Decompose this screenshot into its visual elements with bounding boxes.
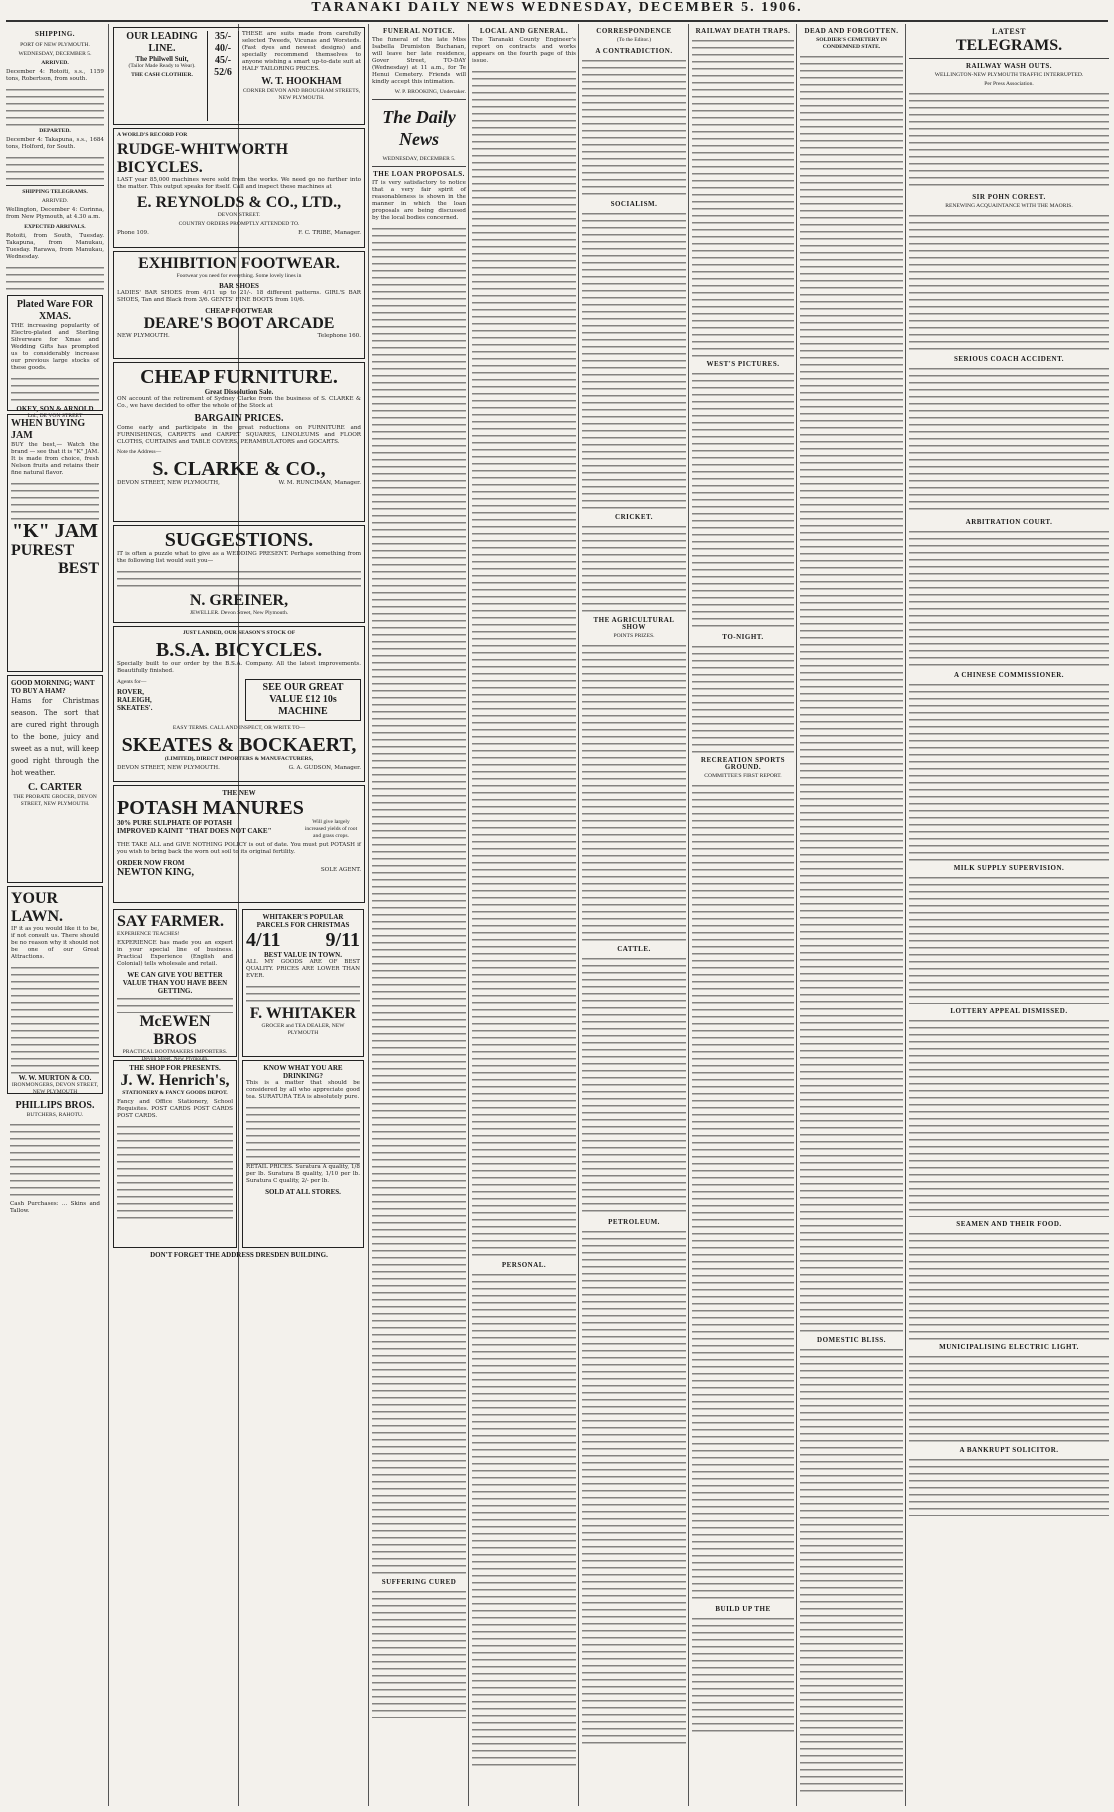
farmer-text: EXPERIENCE has made you an expert in your special line of business. Practical Experience (English and Colonial) tells wholesale and retail. xyxy=(117,940,233,967)
text-block xyxy=(909,90,1109,190)
clarke-title: S. CLARKE & CO., xyxy=(152,458,326,480)
potash-kicker: THE NEW xyxy=(222,789,256,797)
column-divider xyxy=(108,24,109,1806)
text-block xyxy=(909,365,1109,515)
bottom-ad-row xyxy=(112,906,366,1251)
text-block xyxy=(11,480,99,520)
newton-sub: SOLE AGENT. xyxy=(320,867,361,873)
whitaker-best: BEST VALUE IN TOWN. xyxy=(264,951,342,959)
railway-heading: RAILWAY DEATH TRAPS. xyxy=(695,27,791,35)
hookham-title: W. T. HOOKHAM xyxy=(261,76,342,87)
phillips-ad xyxy=(7,1097,103,1223)
text-block xyxy=(10,1121,100,1201)
telegrams-sub: ARRIVED. xyxy=(41,198,69,204)
dateline: WEDNESDAY, DECEMBER 5. xyxy=(382,156,456,162)
text-block xyxy=(909,681,1109,861)
furniture-bargain: BARGAIN PRICES. xyxy=(194,413,284,424)
lawn-ad xyxy=(7,886,103,1094)
whitaker-ad xyxy=(242,909,364,1057)
bsa-text: Specially built to our order by the B.S.A. Company. All the latest improvements. Beautifully finished. xyxy=(117,661,361,674)
plated-ware-text: THE increasing popularity of Electro-plated and Sterling Silverware for Xmas and Wedding Gifts has prompted us to considerably increase our previous large stocks of these goods. xyxy=(11,323,99,371)
phillips-title: PHILLIPS BROS. xyxy=(15,1100,95,1111)
okey-title: OKEY, SON & ARNOLD xyxy=(16,405,94,413)
terms-line: EASY TERMS. CALL AND INSPECT, OR WRITE TO— xyxy=(172,725,306,731)
price-item: 45/- xyxy=(214,55,232,66)
leading-item: The Philwell Suit, xyxy=(135,55,189,63)
column-dead-forgotten xyxy=(800,24,903,1806)
suggestions-ad xyxy=(113,525,365,623)
text-block xyxy=(582,1228,686,1748)
text-block xyxy=(909,528,1109,668)
agents-heading: Agents for— xyxy=(117,679,147,685)
henrich-ad xyxy=(113,1060,237,1248)
deare-footer xyxy=(117,333,361,340)
rudge-kicker: A WORLD'S RECORD FOR xyxy=(117,132,188,138)
agent-item: RALEIGH, xyxy=(117,696,152,704)
column-editorial xyxy=(372,24,466,1806)
washout-heading: RAILWAY WASH OUTS. xyxy=(965,62,1053,70)
divider xyxy=(372,166,466,167)
leading-note: (Tailor Made Ready to Wear). xyxy=(128,63,196,69)
column-divider xyxy=(796,24,797,1806)
text-block xyxy=(909,1353,1109,1443)
arrived-heading: ARRIVED. xyxy=(41,60,69,66)
footwear-ad xyxy=(113,251,365,359)
leading-text: THESE are suits made from carefully selected Tweeds, Vicunas and Worsteds. (Fast dyes and newest designs) and specially recommend themselves to anyone wishing a smart up-to-date suit at HALF TAILORING PRICES. xyxy=(242,31,361,72)
price-item: 35/- xyxy=(214,31,232,42)
domestic-heading: DOMESTIC BLISS. xyxy=(817,1336,886,1344)
text-block xyxy=(582,955,686,1215)
deare-title: DEARE'S BOOT ARCADE xyxy=(143,315,335,332)
correspondence-sub: (To the Editor.) xyxy=(616,37,652,43)
text-block xyxy=(692,782,794,1602)
text-block xyxy=(909,1230,1109,1340)
sunatura-sold: SOLD AT ALL STORES. xyxy=(265,1188,341,1196)
ham-text: Hams for Christmas season. The sort that are cured right through to the bone, juicy and sweet as a nut, will keep good right through the hot weather. xyxy=(11,697,99,777)
bsa-kicker: JUST LANDED, OUR SEASON'S STOCK OF xyxy=(182,630,296,636)
hookham-addr: CORNER DEVON AND BROUGHAM STREETS, NEW PLYMOUTH. xyxy=(242,88,361,101)
gorst-heading: SIR POHN COREST. xyxy=(972,193,1046,201)
henrich-sub: STATIONERY & FANCY GOODS DEPOT. xyxy=(122,1090,228,1096)
sunatura-kicker: KNOW WHAT YOU ARE DRINKING? xyxy=(263,1064,343,1080)
sports-heading: RECREATION SPORTS GROUND. xyxy=(700,756,786,771)
footwear-bar: BAR SHOES xyxy=(219,282,259,290)
bottom-heading: SUFFERING CURED xyxy=(381,1578,457,1586)
philwell-right xyxy=(239,31,361,121)
agent-item: ROVER, xyxy=(117,688,145,696)
column-advertisements xyxy=(112,24,366,1806)
whitaker-title: F. WHITAKER xyxy=(249,1005,357,1022)
henrich-title: J. W. Henrich's, xyxy=(120,1072,230,1089)
text-block xyxy=(11,375,99,405)
bsa-middle xyxy=(117,679,361,721)
carter-title: C. CARTER xyxy=(27,782,83,793)
coach-heading: SERIOUS COACH ACCIDENT. xyxy=(954,355,1064,363)
lawn-text: IF it as you would like it to be, if not consult us. There should be no reason why it should not be one of our Great Attractions. xyxy=(11,926,99,960)
text-block xyxy=(246,983,360,1005)
west-heading: WEST'S PICTURES. xyxy=(706,360,780,368)
potash-title: POTASH MANURES xyxy=(117,797,304,819)
bsa-title: B.S.A. BICYCLES. xyxy=(155,639,323,661)
column-telegrams xyxy=(909,24,1109,1806)
text-block xyxy=(6,86,104,128)
jam-heading: WHEN BUYING JAM xyxy=(11,418,86,441)
tonight-heading: TO-NIGHT. xyxy=(722,633,764,641)
whitaker-price: 4/11 xyxy=(246,929,281,951)
committee-heading: COMMITTEE'S FIRST REPORT. xyxy=(704,773,782,779)
text-block xyxy=(582,642,686,942)
farmer-ad xyxy=(113,909,237,1062)
whitaker-kicker: WHITAKER'S POPULAR PARCELS FOR CHRISTMAS xyxy=(256,913,350,929)
expected-text: Rotoiti, from South, Tuesday. Takapuna, from Manukau, Tuesday. Rarawa, from Manukau, Wednesday. xyxy=(6,233,104,260)
reynolds-note: COUNTRY ORDERS PROMPTLY ATTENDED TO. xyxy=(178,221,300,227)
electric-heading: MUNICIPALISING ELECTRIC LIGHT. xyxy=(939,1343,1079,1351)
whitaker-price: 9/11 xyxy=(325,929,360,951)
potash-products xyxy=(117,819,301,842)
plated-ware-title: Plated Ware FOR XMAS. xyxy=(16,299,94,322)
lawn-title: YOUR LAWN. xyxy=(11,890,64,925)
ham-ad xyxy=(7,675,103,883)
rudge-text: LAST year 85,000 machines were sold from the works. We need go no further into the matter. This output speaks for itself. Call and inspect these machines at xyxy=(117,177,361,190)
rudge-title: RUDGE-WHITWORTH BICYCLES. xyxy=(117,141,289,176)
dresden-line: DON'T FORGET THE ADDRESS DRESDEN BUILDING. xyxy=(150,1251,328,1259)
philwell-left xyxy=(117,31,207,121)
build-heading: BUILD UP THE xyxy=(715,1605,771,1613)
text-block xyxy=(692,1615,794,1735)
clarke-footer xyxy=(117,480,361,487)
okey-sub: Ltd., DE VON STREET xyxy=(27,413,83,419)
local-text: The Taranaki County Engineer's report on contracts and works appears on the fourth page of this issue. xyxy=(472,37,576,64)
newspaper-title: The Daily News xyxy=(382,107,456,149)
newton-title: NEWTON KING, xyxy=(117,867,195,878)
reynolds-manager: F. C. TRIBE, Manager. xyxy=(298,230,361,236)
farmer-sub: EXPERIENCE TEACHES! xyxy=(117,931,180,937)
agents-block xyxy=(117,679,152,721)
text-block xyxy=(117,995,233,1013)
telegrams-heading: SHIPPING TELEGRAMS. xyxy=(22,189,88,195)
arrived-text: December 4: Rotoiti, s.s., 1159 tons, Robertson, from south. xyxy=(6,69,104,82)
contradiction-heading: A CONTRADICTION. xyxy=(595,47,673,55)
jam-best: BEST xyxy=(58,560,99,577)
potash-lines xyxy=(117,819,361,842)
telegrams-text: Wellington, December 4: Corinna, from New Plymouth, at 4.30 a.m. xyxy=(6,207,104,220)
washout-sub: WELLINGTON-NEW PLYMOUTH TRAFFIC INTERRUPTED. xyxy=(934,72,1084,78)
column-divider xyxy=(368,24,369,1806)
furniture-note: Note the Address— xyxy=(117,449,162,455)
furniture-sub: Great Dissolution Sale. xyxy=(204,388,274,396)
rudge-ad xyxy=(113,128,365,248)
text-block xyxy=(472,68,576,1258)
reynolds-phone: Phone 109. xyxy=(117,230,149,236)
greiner-title: N. GREINER, xyxy=(189,592,289,609)
column-divider xyxy=(688,24,689,1806)
agri-heading: THE AGRICULTURAL SHOW xyxy=(593,616,675,631)
henrich-text: Fancy and Office Stationery, School Requisites. POST CARDS POST CARDS POST CARDS. xyxy=(117,1099,233,1119)
column-railway xyxy=(692,24,794,1806)
plated-ware-ad xyxy=(7,295,103,419)
text-block xyxy=(582,57,686,197)
newton-footer xyxy=(117,867,361,879)
skeates-title: SKEATES & BOCKAERT, xyxy=(121,734,357,756)
potash-line: IMPROVED KAINIT "THAT DOES NOT CAKE" xyxy=(117,827,272,835)
per-press: Per Press Association. xyxy=(984,81,1034,87)
furniture-ad xyxy=(113,362,365,522)
column-divider xyxy=(905,24,906,1806)
latest-label: LATEST xyxy=(992,27,1026,36)
notice-text: The funeral of the late Miss Isabella Drumiston Buchanan, will leave her late residence, Gover Street, TO-DAY (Wednesday) at 11 a.m., for Te Henui Cemetery. Friends will kindly accept this intimation. xyxy=(372,37,466,85)
petroleum-heading: PETROLEUM. xyxy=(608,1218,660,1226)
phillips-sub: BUTCHERS, RAHOTU. xyxy=(26,1112,84,1118)
suggestions-text: IT is often a puzzle what to give as a WEDDING PRESENT. Perhaps something from the following list would suit you— xyxy=(117,551,361,564)
text-block xyxy=(6,264,104,292)
text-block xyxy=(692,370,794,630)
footwear-cheap: CHEAP FOOTWEAR xyxy=(205,307,273,315)
potash-line: 30% PURE SULPHATE OF POTASH xyxy=(117,819,232,827)
footwear-text: Footwear you need for everything. Some lovely lines in xyxy=(176,273,302,279)
text-block xyxy=(909,874,1109,1004)
skeates-sub: (LIMITED), DIRECT IMPORTERS & MANUFACTURERS, xyxy=(164,756,314,762)
telegrams-title: TELEGRAMS. xyxy=(955,37,1063,54)
milk-heading: MILK SUPPLY SUPERVISION. xyxy=(953,864,1065,872)
text-block xyxy=(246,1104,360,1164)
ham-heading: GOOD MORNING; WANT TO BUY A HAM? xyxy=(11,679,95,695)
sunatura-ad xyxy=(242,1060,364,1248)
text-block xyxy=(372,225,466,1575)
deare-addr: NEW PLYMOUTH. xyxy=(117,333,170,339)
reynolds-title: E. REYNOLDS & CO., LTD., xyxy=(136,194,342,211)
notice-signature: W. P. BROOKING, Undertaker. xyxy=(394,89,466,95)
phillips-footer: Cash Purchases: ... Skins and Tallow. xyxy=(10,1201,100,1214)
carter-sub: THE PROBATE GROCER, DEVON STREET, NEW PLYMOUTH. xyxy=(13,794,97,807)
shipping-heading: SHIPPING. xyxy=(34,30,76,38)
bottom-right-ads xyxy=(241,906,365,1251)
departed-text: December 4: Takapuna, s.s., 1684 tons, Holford, for South. xyxy=(6,137,104,150)
reynolds-addr: DEVON STREET. xyxy=(217,212,261,218)
seamen-heading: SEAMEN AND THEIR FOOD. xyxy=(956,1220,1062,1228)
text-block xyxy=(800,1346,903,1796)
column-shipping-ads xyxy=(6,24,104,1806)
arbitration-heading: ARBITRATION COURT. xyxy=(965,518,1053,526)
masthead: TARANAKI DAILY NEWS WEDNESDAY, DECEMBER 5. 1906. xyxy=(311,0,803,15)
bsa-ad xyxy=(113,626,365,782)
lottery-heading: LOTTERY APPEAL DISMISSED. xyxy=(950,1007,1068,1015)
cattle-heading: CATTLE. xyxy=(617,945,651,953)
text-block xyxy=(909,1456,1109,1516)
furniture-text2: Come early and participate in the great reductions on FURNITURE and FURNISHINGS, CARPETS and CARPET SQUARES, LINOLEUMS and FLOOR CLOTHS, CURTAINS and TABLE COVERS, PERAMBULATORS and GOCARTS. xyxy=(117,425,361,445)
machine-box: SEE OUR GREAT VALUE £12 10s MACHINE xyxy=(245,679,361,721)
port-line: PORT OF NEW PLYMOUTH. xyxy=(20,42,90,48)
chinese-heading: A CHINESE COMMISSIONER. xyxy=(953,671,1065,679)
text-block xyxy=(800,53,903,1333)
potash-side: Will give largely increased yields of root and grass crops. xyxy=(304,819,358,839)
correspondence-heading: CORRESPONDENCE xyxy=(596,27,672,35)
personal-heading: PERSONAL. xyxy=(501,1261,547,1269)
text-block xyxy=(692,37,794,357)
text-block xyxy=(117,568,361,592)
price-item: 52/6 xyxy=(214,67,232,78)
skeates-manager: G. A. GUDSON, Manager. xyxy=(288,765,361,771)
bankrupt-heading: A BANKRUPT SOLICITOR. xyxy=(959,1446,1059,1454)
text-block xyxy=(372,1588,466,1718)
dead-heading: DEAD AND FORGOTTEN. xyxy=(804,27,899,35)
leader-heading: THE LOAN PROPOSALS. xyxy=(373,170,465,178)
date-line: WEDNESDAY, DECEMBER 5. xyxy=(18,51,92,57)
jam-purest: PUREST xyxy=(11,542,75,559)
clarke-manager: W. M. RUNCIMAN, Manager. xyxy=(278,480,361,486)
jam-brand: "K" JAM xyxy=(11,520,99,542)
whitaker-text: ALL MY GOODS ARE OF BEST QUALITY. PRICES ARE LOWER THAN EVER. xyxy=(246,959,360,979)
divider xyxy=(909,58,1109,59)
leader-text: IT is very satisfactory to notice that a very fair spirit of reasonableness is shown in the manner in which the loan proposals are being discussed by the local bodies concerned. xyxy=(372,180,466,221)
philwell-ad xyxy=(113,27,365,125)
farmer-value: WE CAN GIVE YOU BETTER VALUE THAN YOU HAVE BEEN GETTING. xyxy=(122,971,228,995)
mcewen-sub: PRACTICAL BOOTMAKERS IMPORTERS. Devon Street, New Plymouth. xyxy=(122,1049,228,1062)
footwear-title: EXHIBITION FOOTWEAR. xyxy=(138,255,340,272)
furniture-title: CHEAP FURNITURE. xyxy=(140,366,338,388)
column-divider xyxy=(468,24,469,1806)
potash-order: ORDER NOW FROM xyxy=(117,859,185,867)
dead-sub: SOLDIER'S CEMETERY IN CONDEMNED STATE. xyxy=(816,37,887,50)
price-list xyxy=(207,31,239,121)
divider xyxy=(372,99,466,100)
furniture-text: ON account of the retirement of Sydney Clarke from the business of S. CLARKE & Co., we have decided to offer the whole of the Stock at xyxy=(117,396,361,409)
skeates-addr: DEVON STREET, NEW PLYMOUTH. xyxy=(117,765,220,771)
text-block xyxy=(582,523,686,613)
text-block xyxy=(909,1017,1109,1217)
greiner-sub: JEWELLER. Devon Street, New Plymouth. xyxy=(189,610,289,616)
farmer-title: SAY FARMER. xyxy=(117,913,224,930)
potash-ad xyxy=(113,785,365,903)
text-block xyxy=(117,1123,233,1223)
sunatura-prices: RETAIL PRICES. Suratura A quality, 1/8 per lb. Suratura B quality, 1/10 per lb. Suratura C quality, 2/- per lb. xyxy=(246,1164,360,1184)
divider xyxy=(6,185,104,186)
column-divider xyxy=(578,24,579,1806)
footwear-items: LADIES' BAR SHOES from 4/11 up to 21/-. 18 different patterns. GIRL'S BAR SHOES, Tan and Black from 3/6. GENTS' FINE BOOTS from 10/6. xyxy=(117,290,361,303)
agent-item: SKEATES'. xyxy=(117,704,153,712)
hookham-left: THE CASH CLOTHIER. xyxy=(131,72,193,78)
column-local-general xyxy=(472,24,576,1806)
text-block xyxy=(582,210,686,510)
reynolds-footer xyxy=(117,230,361,237)
suggestions-title: SUGGESTIONS. xyxy=(164,529,314,551)
expected-heading: EXPECTED ARRIVALS. xyxy=(24,224,86,230)
price-item: 40/- xyxy=(214,43,232,54)
departed-heading: DEPARTED. xyxy=(39,128,71,134)
leading-title: OUR LEADING LINE. xyxy=(126,31,198,54)
column-correspondence xyxy=(582,24,686,1806)
local-heading: LOCAL AND GENERAL. xyxy=(479,27,569,35)
clarke-addr: DEVON STREET, NEW PLYMOUTH, xyxy=(117,480,220,486)
whitaker-prices xyxy=(246,929,360,951)
cricket-heading: CRICKET. xyxy=(615,513,653,521)
gorst-sub: RENEWING ACQUAINTANCE WITH THE MAORIS. xyxy=(945,203,1073,209)
deare-phone: Telephone 160. xyxy=(317,333,361,339)
text-block xyxy=(692,643,794,753)
text-block xyxy=(472,1271,576,1771)
potash-text: THE TAKE ALL and GIVE NOTHING POLICY is out of date. You must put POTASH if you wish to bring back the worn out soil to its original fertility. xyxy=(117,842,361,855)
sunatura-text: This is a matter that should be considered by all who appreciate good tea. SURATURA TEA is absolutely pure. xyxy=(246,1080,360,1100)
notice-heading: FUNERAL NOTICE. xyxy=(382,27,456,35)
murton-sub: IRONMONGERS, DEVON STREET, NEW PLYMOUTH xyxy=(11,1082,99,1095)
masthead-rule xyxy=(6,20,1108,22)
text-block xyxy=(6,154,104,182)
bottom-left-ads xyxy=(112,906,238,1251)
agri-sub: POINTS PRIZES. xyxy=(613,633,655,639)
skeates-footer xyxy=(117,765,361,772)
whitaker-sub: GROCER and TEA DEALER, NEW PLYMOUTH xyxy=(261,1023,345,1036)
text-block xyxy=(909,212,1109,352)
jam-text: BUY the best,— Watch the brand — see that it is "K" JAM. It is made from choice, fresh Nelson fruits and retains their fine natural flavor. xyxy=(11,442,99,476)
mcewen-title: McEWEN BROS xyxy=(139,1013,211,1048)
jam-ad xyxy=(7,414,103,672)
socialism-heading: SOCIALISM. xyxy=(610,200,658,208)
text-block xyxy=(11,964,99,1074)
henrich-kicker: THE SHOP FOR PRESENTS. xyxy=(129,1064,221,1072)
murton-title: W. W. MURTON & CO. xyxy=(18,1074,92,1082)
